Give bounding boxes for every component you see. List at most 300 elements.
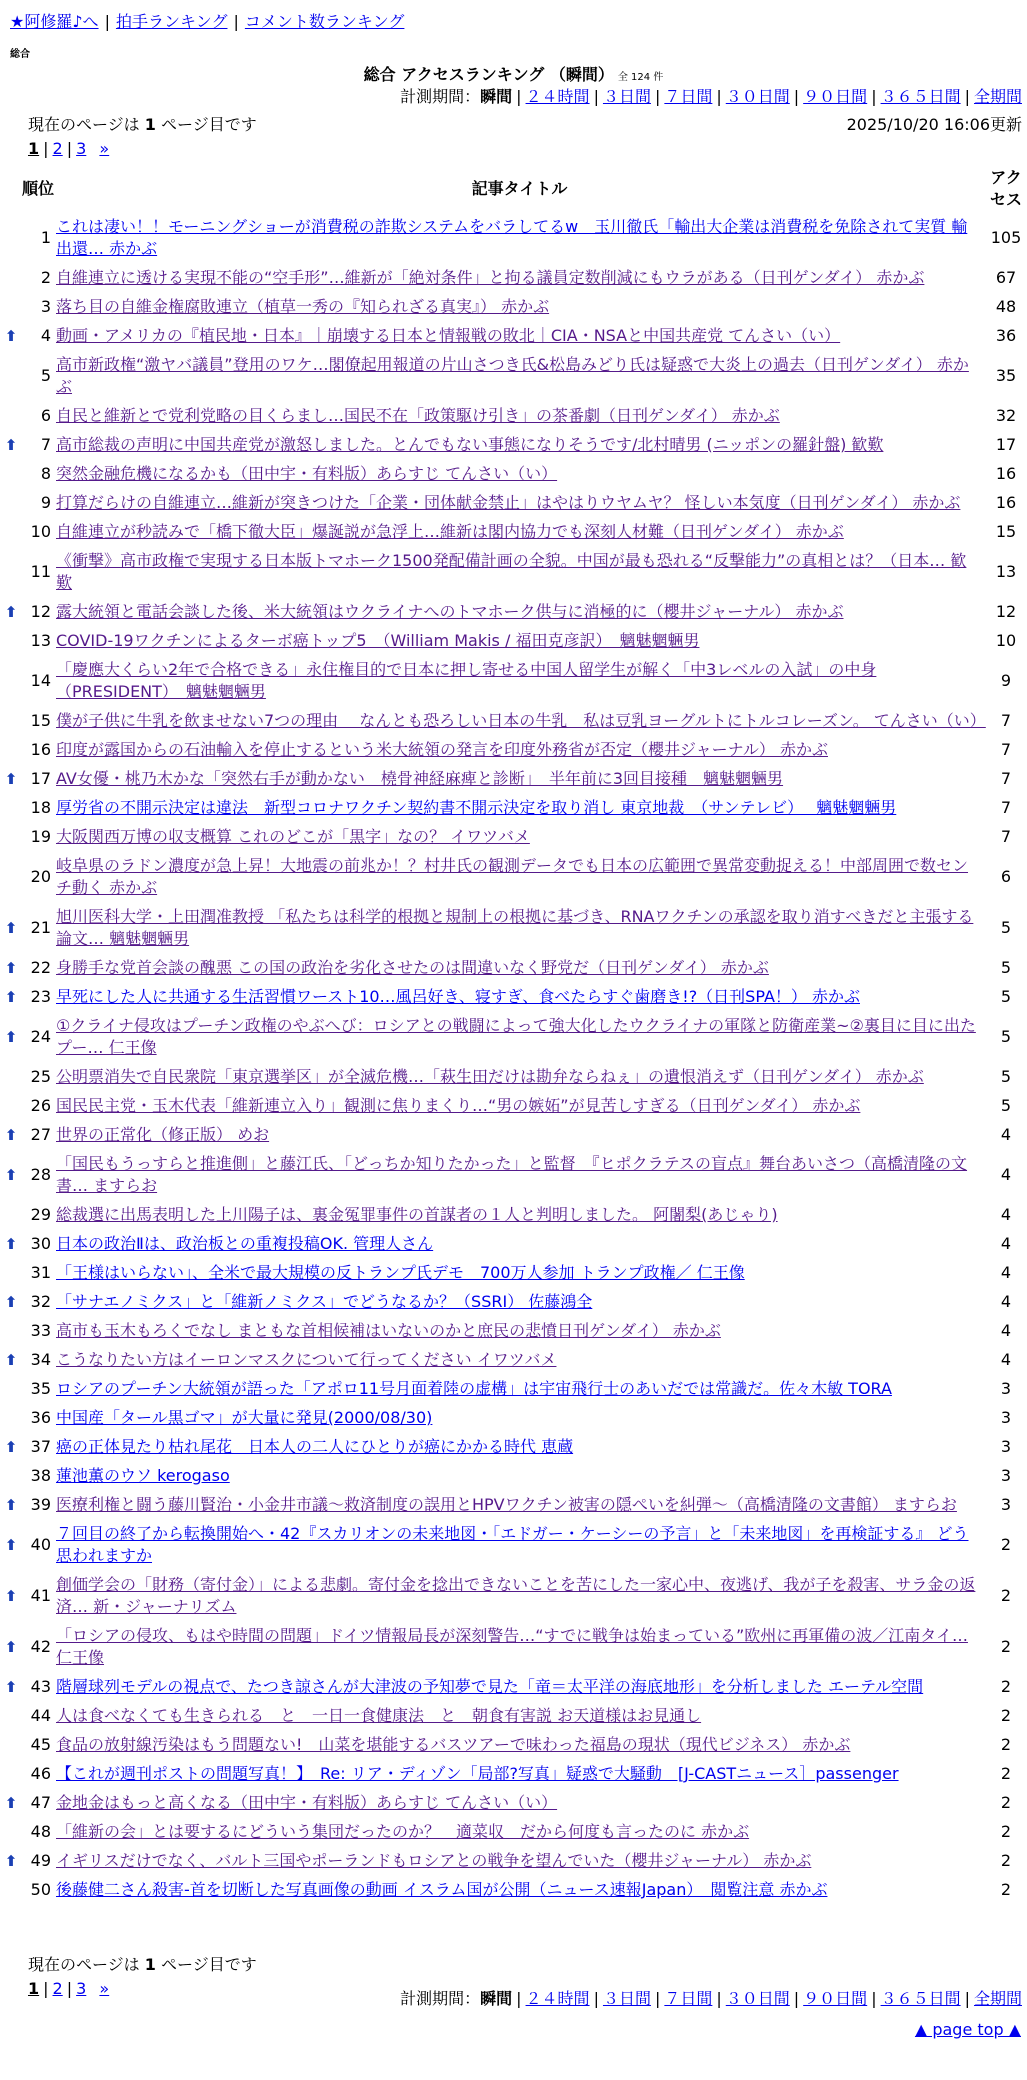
title-cell (54, 1259, 985, 1288)
rank-number: 13 (30, 631, 51, 650)
rank-number: 16 (30, 740, 51, 759)
up-arrow-icon: ⬆ (4, 1351, 18, 1369)
period-link[interactable]: ７日間 (664, 1989, 713, 2008)
rank-change-cell (0, 1063, 22, 1092)
article-title-link[interactable]: ７回目の終了から転換開始へ・42『スカリオンの未来地図・「エドガー・ケーシーの予言」と「未来地図」を再検証する』 どう思われますか (56, 1524, 969, 1565)
rank-number: 31 (30, 1263, 51, 1282)
title-cell (54, 823, 985, 852)
article-title-link[interactable]: 「王様はいらない」、全米で最大規模の反トランプ氏デモ 700万人参加 トランプ政権／ 仁王像 (56, 1263, 745, 1282)
access-count: 7 (1000, 827, 1012, 846)
pager-link[interactable]: 2 (52, 139, 63, 158)
rank-change-cell (0, 598, 22, 627)
access-count: 5 (1000, 1067, 1012, 1086)
rank-number: 14 (30, 671, 51, 690)
pager-top: 1 | 2 | 3 » (28, 139, 110, 158)
period-link[interactable]: ３６５日間 (880, 87, 961, 106)
article-title-link[interactable]: 食品の放射線汚染はもう問題ない! 山菜を堪能するバスツアーで味わった福島の現状（現代ビジネス） 赤かぶ (56, 1735, 851, 1754)
access-count: 105 (990, 228, 1022, 247)
article-title-link[interactable]: 「ロシアの侵攻、もはや時間の問題」ドイツ情報局長が深刻警告…“すでに戦争は始まっている”欧州に再軍備の波／江南タイ… 仁王像 (56, 1626, 968, 1667)
rank-change-cell (0, 1259, 22, 1288)
title-cell (54, 1702, 985, 1731)
article-title-link[interactable]: 「国民もうっすらと推進側」と藤江氏、「どっちか知りたかった」と監督 『ヒポクラテスの盲点』舞台あいさつ（高橋清隆の文書… ますらお (56, 1154, 968, 1195)
table-row (0, 460, 1027, 489)
rank-number: 34 (30, 1350, 51, 1369)
access-count: 2 (1000, 1822, 1012, 1841)
article-title-link[interactable]: 人は食べなくても生きられる と 一日一食健康法 と 朝食有害説 お天道様はお見通し (56, 1706, 702, 1725)
access-count: 13 (995, 562, 1017, 581)
article-title-link[interactable]: 僕が子供に牛乳を飲ませない7つの理由 なんとも恐ろしい日本の牛乳 私は豆乳ヨーグルトにトルコレーズン。 てんさい（い） (56, 711, 986, 730)
table-row (0, 1121, 1027, 1150)
article-title-link[interactable]: 日本の政治Ⅱは、政治板との重複投稿OK. 管理人さん (56, 1234, 434, 1253)
access-count: 2 (1000, 1793, 1012, 1812)
article-title-link[interactable]: イギリスだけでなく、バルト三国やポーランドもロシアとの戦争を望んでいた（櫻井ジャーナル） 赤かぶ (56, 1851, 812, 1870)
table-row (0, 1346, 1027, 1375)
nav-clap-ranking-link[interactable]: 拍手ランキング (115, 12, 228, 31)
table-row (0, 518, 1027, 547)
title-cell (54, 518, 985, 547)
access-count: 4 (1000, 1292, 1012, 1311)
table-row (0, 1150, 1027, 1201)
title-cell (54, 765, 985, 794)
rank-change-cell (0, 1491, 22, 1520)
title-cell (54, 1150, 985, 1201)
access-count: 67 (995, 268, 1017, 287)
up-arrow-icon: ⬆ (4, 919, 18, 937)
rank-change-cell (0, 954, 22, 983)
rank-change-cell (0, 1121, 22, 1150)
table-row (0, 1876, 1027, 1905)
article-title-link[interactable]: 金地金はもっと高くなる（田中宇・有料版）あらすじ てんさい（い） (56, 1793, 558, 1812)
title-cell (54, 1876, 985, 1905)
access-count: 35 (995, 366, 1017, 385)
table-row (0, 765, 1027, 794)
rank-change-cell (0, 264, 22, 293)
table-row (0, 1571, 1027, 1622)
rank-change-cell (0, 736, 22, 765)
article-title-link[interactable]: 世界の正常化（修正版） めお (56, 1125, 270, 1144)
article-title-link[interactable]: 公明票消失で自民衆院「東京選挙区」が全滅危機…「萩生田だけは勘弁ならねぇ」の遺恨消えず（日刊ゲンダイ） 赤かぶ (56, 1067, 924, 1086)
access-count: 3 (1000, 1379, 1012, 1398)
header-access: アクセス (989, 168, 1022, 209)
rank-number: 18 (30, 798, 51, 817)
rank-number: 26 (30, 1096, 51, 1115)
rank-change-cell (0, 460, 22, 489)
article-title-link[interactable]: 高市総裁の声明に中国共産党が激怒しました。とんでもない事態になりそうです/北村晴男 (ニッポンの羅針盤) 歓歎 (56, 435, 884, 454)
table-row (0, 1673, 1027, 1702)
rank-number: 12 (30, 602, 51, 621)
table-row (0, 1520, 1027, 1571)
title-cell (54, 460, 985, 489)
article-title-link[interactable]: 「慶應大くらい2年で合格できる」永住権目的で日本に押し寄せる中国人留学生が解く「中3レベルの入試」の中身（PRESIDENT） 魑魅魍魎男 (56, 660, 877, 701)
article-title-link[interactable]: 岐阜県のラドン濃度が急上昇！大地震の前兆か！？村井氏の観測データでも日本の広範囲で異常変動捉える！中部周囲で数センチ動く 赤かぶ (56, 856, 969, 897)
up-arrow-icon: ⬆ (4, 327, 18, 345)
rank-number: 27 (30, 1125, 51, 1144)
title-cell (54, 1818, 985, 1847)
table-row (0, 547, 1027, 598)
article-title-link[interactable]: AV女優・桃乃木かな「突然右手が動かない 橈骨神経麻痺と診断」 半年前に3回目接種 魑魅魍魎男 (56, 769, 784, 788)
article-title-link[interactable]: 「サナエノミクス」と「維新ノミクス」でどうなるか？（SSRI） 佐藤鴻全 (56, 1292, 593, 1311)
rank-number: 42 (30, 1637, 51, 1656)
title-cell (54, 1404, 985, 1433)
article-title-link[interactable]: ①クライナ侵攻はプーチン政権のやぶへび：ロシアとの戦闘によって強大化したウクライナの軍隊と防衛産業~②裏目に目に出たプー… 仁王像 (56, 1016, 976, 1057)
article-title-link[interactable]: 自維連立に透ける実現不能の“空手形”…維新が「絶対条件」と拘る議員定数削減にもウラがある（日刊ゲンダイ） 赤かぶ (56, 268, 925, 287)
title-cell (54, 656, 985, 707)
rank-change-cell (0, 823, 22, 852)
title-cell (54, 852, 985, 903)
rank-change-cell (0, 1789, 22, 1818)
access-count: 2 (1000, 1851, 1012, 1870)
rank-change-cell (0, 293, 22, 322)
period-link[interactable]: ９０日間 (803, 87, 868, 106)
up-arrow-icon: ⬆ (4, 1678, 18, 1696)
pager-current: 1 (28, 139, 40, 158)
up-arrow-icon: ⬆ (4, 959, 18, 977)
table-row (0, 903, 1027, 954)
article-title-link[interactable]: 高市新政権“激ヤバ議員”登用のワケ…閣僚起用報道の片山さつき氏&松島みどり氏は疑惑で大炎上の過去（日刊ゲンダイ） 赤かぶ (56, 355, 969, 396)
rank-number: 23 (30, 987, 51, 1006)
title-cell (54, 1063, 985, 1092)
pager-current: 1 (28, 1979, 40, 1998)
access-count: 5 (1000, 987, 1012, 1006)
article-title-link[interactable]: これは凄い！！モーニングショーが消費税の詐欺システムをバラしてるw 玉川徹氏「輸出大企業は消費税を免除されて実質 輸出還… 赤かぶ (56, 217, 968, 258)
access-count: 7 (1000, 798, 1012, 817)
table-row (0, 1288, 1027, 1317)
table-row (0, 627, 1027, 656)
rank-change-cell (0, 852, 22, 903)
period-link[interactable]: ２４時間 (525, 87, 590, 106)
title-cell (54, 264, 985, 293)
access-count: 4 (1000, 1205, 1012, 1224)
title-cell (54, 1520, 985, 1571)
table-row (0, 322, 1027, 351)
access-count: 10 (995, 631, 1017, 650)
period-link[interactable]: ７日間 (664, 87, 713, 106)
rank-number: 29 (30, 1205, 51, 1224)
title-cell (54, 903, 985, 954)
nav-comment-ranking-link[interactable]: コメント数ランキング (244, 12, 405, 31)
rank-number: 24 (30, 1027, 51, 1046)
title-cell (54, 627, 985, 656)
title-cell (54, 954, 985, 983)
title-cell (54, 598, 985, 627)
period-link[interactable]: ３０日間 (725, 87, 790, 106)
rank-change-cell (0, 1731, 22, 1760)
title-cell (54, 402, 985, 431)
access-count: 6 (1000, 867, 1012, 886)
access-count: 4 (1000, 1125, 1012, 1144)
rank-change-cell (0, 1673, 22, 1702)
article-title-link[interactable]: ロシアのプーチン大統領が語った「アポロ11号月面着陸の虚構」は宇宙飛行士のあいだでは常識だ。佐々木敏 TORA (56, 1379, 892, 1398)
article-title-link[interactable]: 階層球列モデルの視点で、たつき諒さんが大津波の予知夢で見た「竜＝太平洋の海底地形」を分析しました エーテル空間 (56, 1677, 924, 1696)
ranking-table (0, 165, 1027, 1905)
article-title-link[interactable]: 「維新の会」とは要するにどういう集団だったのか？ 適菜収 だから何度も言ったのに 赤かぶ (56, 1822, 750, 1841)
pager-link[interactable]: 3 (76, 1979, 87, 1998)
access-count: 2 (1000, 1535, 1012, 1554)
article-title-link[interactable]: COVID-19ワクチンによるターボ癌トップ5 （William Makis / 福田克彦訳） 魑魅魍魎男 (56, 631, 700, 650)
rank-number: 36 (30, 1408, 51, 1427)
article-title-link[interactable]: 身勝手な党首会談の醜悪 この国の政治を劣化させたのは間違いなく野党だ（日刊ゲンダイ） 赤かぶ (56, 958, 769, 977)
article-title-link[interactable]: 癌の正体見たり枯れ尾花 日本人の二人にひとりが癌にかかる時代 恵蔵 (56, 1437, 574, 1456)
rank-number: 43 (30, 1677, 51, 1696)
period-link[interactable]: ３０日間 (725, 1989, 790, 2008)
article-title-link[interactable]: 蓮池薫のウソ kerogaso (56, 1466, 230, 1485)
table-row (0, 1491, 1027, 1520)
article-title-link[interactable]: 動画・アメリカの『植民地・日本』｜崩壊する日本と情報戦の敗北｜CIA・NSAと中国共産党 てんさい（い） (56, 326, 841, 345)
rank-change-cell (0, 1462, 22, 1491)
rank-change-cell (0, 1201, 22, 1230)
access-count: 7 (1000, 740, 1012, 759)
article-title-link[interactable]: 医療利権と闘う藤川賢治・小金井市議〜救済制度の誤用とHPVワクチン被害の隠ぺいを糾弾〜（高橋清隆の文書館） ますらお (56, 1495, 957, 1514)
up-arrow-icon: ⬆ (4, 1852, 18, 1870)
rank-number: 25 (30, 1067, 51, 1086)
rank-change-cell (0, 1404, 22, 1433)
pager-bottom: 1 | 2 | 3 » (28, 1979, 110, 1998)
period-link[interactable]: ３６５日間 (880, 1989, 961, 2008)
title-cell (54, 1012, 985, 1063)
title-cell (54, 1288, 985, 1317)
rank-change-cell (0, 1433, 22, 1462)
article-title-link[interactable]: 大阪関西万博の収支概算 これのどこが「黒字」なの？ イワツバメ (56, 827, 530, 846)
pager-link[interactable]: 2 (52, 1979, 63, 1998)
access-count: 9 (1000, 671, 1012, 690)
access-count: 4 (1000, 1234, 1012, 1253)
article-title-link[interactable]: 落ち目の自維金権腐敗連立（植草一秀の『知られざる真実』） 赤かぶ (56, 297, 550, 316)
rank-change-cell (0, 983, 22, 1012)
article-title-link[interactable]: 厚労省の不開示決定は違法 新型コロナワクチン契約書不開示決定を取り消し 東京地裁 （サンテレビ） 魑魅魍魎男 (56, 798, 897, 817)
rank-number: 1 (40, 228, 51, 247)
rank-change-cell (0, 794, 22, 823)
rank-change-cell (0, 707, 22, 736)
title-cell (54, 489, 985, 518)
title-cell (54, 794, 985, 823)
ranking-rows (0, 213, 1027, 1905)
title-cell (54, 213, 985, 264)
table-row (0, 954, 1027, 983)
table-row (0, 293, 1027, 322)
access-count: 2 (1000, 1706, 1012, 1725)
article-title-link[interactable]: 早死にした人に共通する生活習慣ワースト10…風呂好き、寝すぎ、食べたらすぐ歯磨き!?（日刊SPA！） 赤かぶ (56, 987, 860, 1006)
table-row (0, 823, 1027, 852)
title-cell (54, 1346, 985, 1375)
title-cell (54, 1847, 985, 1876)
table-row (0, 1230, 1027, 1259)
header-rank: 順位 (22, 179, 55, 198)
up-arrow-icon: ⬆ (4, 1638, 18, 1656)
rank-change-cell (0, 1150, 22, 1201)
rank-change-cell (0, 1818, 22, 1847)
article-title-link[interactable]: 突然金融危機になるかも（田中宇・有料版）あらすじ てんさい（い） (56, 464, 558, 483)
title-cell (54, 322, 985, 351)
rank-change-cell (0, 213, 22, 264)
rank-number: 20 (30, 867, 51, 886)
access-count: 5 (1000, 1027, 1012, 1046)
article-title-link[interactable]: 自民と維新とで党利党略の目くらまし…国民不在「政策駆け引き」の茶番劇（日刊ゲンダイ） 赤かぶ (56, 406, 780, 425)
page-title-text: 総合 アクセスランキング （瞬間） (363, 65, 614, 84)
period-link[interactable]: ２４時間 (525, 1989, 590, 2008)
table-row (0, 1462, 1027, 1491)
rank-number: 32 (30, 1292, 51, 1311)
table-row (0, 1012, 1027, 1063)
period-current: 瞬間 (480, 87, 513, 106)
up-arrow-icon: ⬆ (4, 1587, 18, 1605)
access-count: 12 (995, 602, 1017, 621)
period-link[interactable]: ３日間 (602, 1989, 651, 2008)
up-arrow-icon: ⬆ (4, 1166, 18, 1184)
article-title-link[interactable]: 旭川医科大学・上田潤准教授 「私たちは科学的根拠と規制上の根拠に基づき、RNAワクチンの承認を取り消すべきだと主張する論文… 魑魅魍魎男 (56, 907, 974, 948)
article-title-link[interactable]: 国民民主党・玉木代表「維新連立入り」観測に焦りまくり…“男の嫉妬”が見苦しすぎる（日刊ゲンダイ） 赤かぶ (56, 1096, 861, 1115)
table-row (0, 852, 1027, 903)
article-title-link[interactable]: 中国産「タール黒ゴマ」が大量に発見(2000/08/30) (56, 1408, 433, 1427)
table-row (0, 794, 1027, 823)
table-row (0, 656, 1027, 707)
category-label: 総合 (10, 49, 30, 60)
table-row (0, 1063, 1027, 1092)
pager-next-link[interactable]: » (99, 1979, 110, 1998)
table-row (0, 1847, 1027, 1876)
access-count: 32 (995, 406, 1017, 425)
access-count: 4 (1000, 1350, 1012, 1369)
article-title-link[interactable]: 自維連立が秒読みで「橋下徹大臣」爆誕説が急浮上…維新は閣内協力でも深刻人材難（日刊ゲンダイ） 赤かぶ (56, 522, 844, 541)
rank-change-cell (0, 1012, 22, 1063)
header-title: 記事タイトル (471, 179, 568, 198)
article-title-link[interactable]: 創価学会の「財務（寄付金）」による悲劇。寄付金を捻出できないことを苦にした一家心中、夜逃げ、我が子を殺害、サラ金の返済… 新・ジャーナリズム (56, 1575, 976, 1616)
table-row (0, 1317, 1027, 1346)
table-row (0, 1731, 1027, 1760)
rank-change-cell (0, 547, 22, 598)
title-cell (54, 1092, 985, 1121)
rank-number: 21 (30, 918, 51, 937)
up-arrow-icon: ⬆ (4, 1126, 18, 1144)
table-row (0, 598, 1027, 627)
access-count: 2 (1000, 1637, 1012, 1656)
rank-number: 7 (40, 435, 51, 454)
title-cell (54, 707, 985, 736)
access-count: 3 (1000, 1466, 1012, 1485)
rank-change-cell (0, 1288, 22, 1317)
rank-number: 3 (40, 297, 51, 316)
article-title-link[interactable]: 高市も玉木もろくでなし まともな首相候補はいないのかと庶民の悲憤日刊ゲンダイ） 赤かぶ (56, 1321, 721, 1340)
rank-change-cell (0, 1847, 22, 1876)
rank-number: 47 (30, 1793, 51, 1812)
access-count: 36 (995, 326, 1017, 345)
rank-number: 50 (30, 1880, 51, 1899)
access-count: 4 (1000, 1321, 1012, 1340)
up-arrow-icon: ⬆ (4, 1438, 18, 1456)
page-top-link[interactable]: ▲ page top ▲ (914, 2020, 1021, 2039)
title-cell (54, 983, 985, 1012)
access-count: 2 (1000, 1880, 1012, 1899)
nav-home-link[interactable]: ★阿修羅♪へ (10, 12, 99, 31)
total-count: 全 124 件 (617, 72, 664, 83)
rank-change-cell (0, 1571, 22, 1622)
table-row (0, 213, 1027, 264)
table-row (0, 351, 1027, 402)
title-cell (54, 1491, 985, 1520)
period-link[interactable]: 全期間 (973, 1989, 1022, 2008)
table-row (0, 1201, 1027, 1230)
access-count: 3 (1000, 1437, 1012, 1456)
article-title-link[interactable]: 露大統領と電話会談した後、米大統領はウクライナへのトマホーク供与に消極的に（櫻井ジャーナル） 赤かぶ (56, 602, 844, 621)
rank-number: 30 (30, 1234, 51, 1253)
title-cell (54, 547, 985, 598)
article-title-link[interactable]: 【これが週刊ポストの問題写真！】 Re: リア・ディゾン「局部?写真」疑惑で大騒動 [J-CASTニュース］passenger (56, 1764, 899, 1783)
rank-number: 35 (30, 1379, 51, 1398)
article-title-link[interactable]: 後藤健二さん殺害-首を切断した写真画像の動画 イスラム国が公開（ニュース速報Japan） 閲覧注意 赤かぶ (56, 1880, 828, 1899)
article-title-link[interactable]: 《衝撃》高市政権で実現する日本版トマホーク1500発配備計画の全貌。中国が最も恐れる“反撃能力”の真相とは？（日本… 歓歎 (56, 551, 967, 592)
up-arrow-icon: ⬆ (4, 603, 18, 621)
table-row (0, 1818, 1027, 1847)
table-row (0, 707, 1027, 736)
rank-number: 4 (40, 326, 51, 345)
rank-number: 11 (30, 562, 51, 581)
table-row (0, 1433, 1027, 1462)
table-row (0, 1092, 1027, 1121)
rank-number: 37 (30, 1437, 51, 1456)
rank-number: 28 (30, 1165, 51, 1184)
period-selector-top: 計測期間：瞬間 | ２４時間 | ３日間 | ７日間 | ３０日間 | ９０日間 | ３６５日間 | 全期間 (400, 87, 1022, 106)
rank-number: 22 (30, 958, 51, 977)
rank-number: 9 (40, 493, 51, 512)
title-cell (54, 1789, 985, 1818)
title-cell (54, 1622, 985, 1673)
access-count: 16 (995, 464, 1017, 483)
rank-number: 15 (30, 711, 51, 730)
title-cell (54, 1731, 985, 1760)
table-row (0, 1789, 1027, 1818)
access-count: 48 (995, 297, 1017, 316)
rank-number: 33 (30, 1321, 51, 1340)
table-row (0, 489, 1027, 518)
rank-change-cell (0, 765, 22, 794)
pager-link[interactable]: 3 (76, 139, 87, 158)
rank-number: 2 (40, 268, 51, 287)
access-count: 5 (1000, 1096, 1012, 1115)
table-row (0, 1622, 1027, 1673)
period-current: 瞬間 (480, 1989, 513, 2008)
period-selector-bottom: 計測期間：瞬間 | ２４時間 | ３日間 | ７日間 | ３０日間 | ９０日間 | ３６５日間 | 全期間 (400, 1989, 1022, 2008)
top-nav: ★阿修羅♪へ | 拍手ランキング | コメント数ランキング (10, 12, 405, 31)
title-cell (54, 1760, 985, 1789)
up-arrow-icon: ⬆ (4, 1293, 18, 1311)
table-row (0, 1760, 1027, 1789)
up-arrow-icon: ⬆ (4, 1235, 18, 1253)
access-count: 5 (1000, 958, 1012, 977)
article-title-link[interactable]: 打算だらけの自維連立…維新が突きつけた「企業・団体献金禁止」はやはりウヤムヤ？ 怪しい本気度（日刊ゲンダイ） 赤かぶ (56, 493, 961, 512)
up-arrow-icon: ⬆ (4, 436, 18, 454)
article-title-link[interactable]: 総裁選に出馬表明した上川陽子は、裏金冤罪事件の首謀者の１人と判明しました。 阿闍梨(あじゃり) (56, 1205, 778, 1224)
access-count: 3 (1000, 1495, 1012, 1514)
up-arrow-icon: ⬆ (4, 1496, 18, 1514)
page-info-bottom: 現在のページは 1 ページ目です (28, 1955, 257, 1974)
rank-number: 10 (30, 522, 51, 541)
up-arrow-icon: ⬆ (4, 1536, 18, 1554)
rank-number: 19 (30, 827, 51, 846)
title-cell (54, 1230, 985, 1259)
pager-next-link[interactable]: » (99, 139, 110, 158)
access-count: 4 (1000, 1165, 1012, 1184)
rank-number: 49 (30, 1851, 51, 1870)
article-title-link[interactable]: こうなりたい方はイーロンマスクについて行ってください イワツバメ (56, 1350, 557, 1369)
period-link[interactable]: ９０日間 (803, 1989, 868, 2008)
rank-number: 39 (30, 1495, 51, 1514)
period-link[interactable]: 全期間 (973, 87, 1022, 106)
article-title-link[interactable]: 印度が露国からの石油輸入を停止するという米大統領の発言を印度外務省が否定（櫻井ジャーナル） 赤かぶ (56, 740, 828, 759)
title-cell (54, 351, 985, 402)
title-cell (54, 1317, 985, 1346)
access-count: 7 (1000, 769, 1012, 788)
period-link[interactable]: ３日間 (602, 87, 651, 106)
rank-change-cell (0, 627, 22, 656)
